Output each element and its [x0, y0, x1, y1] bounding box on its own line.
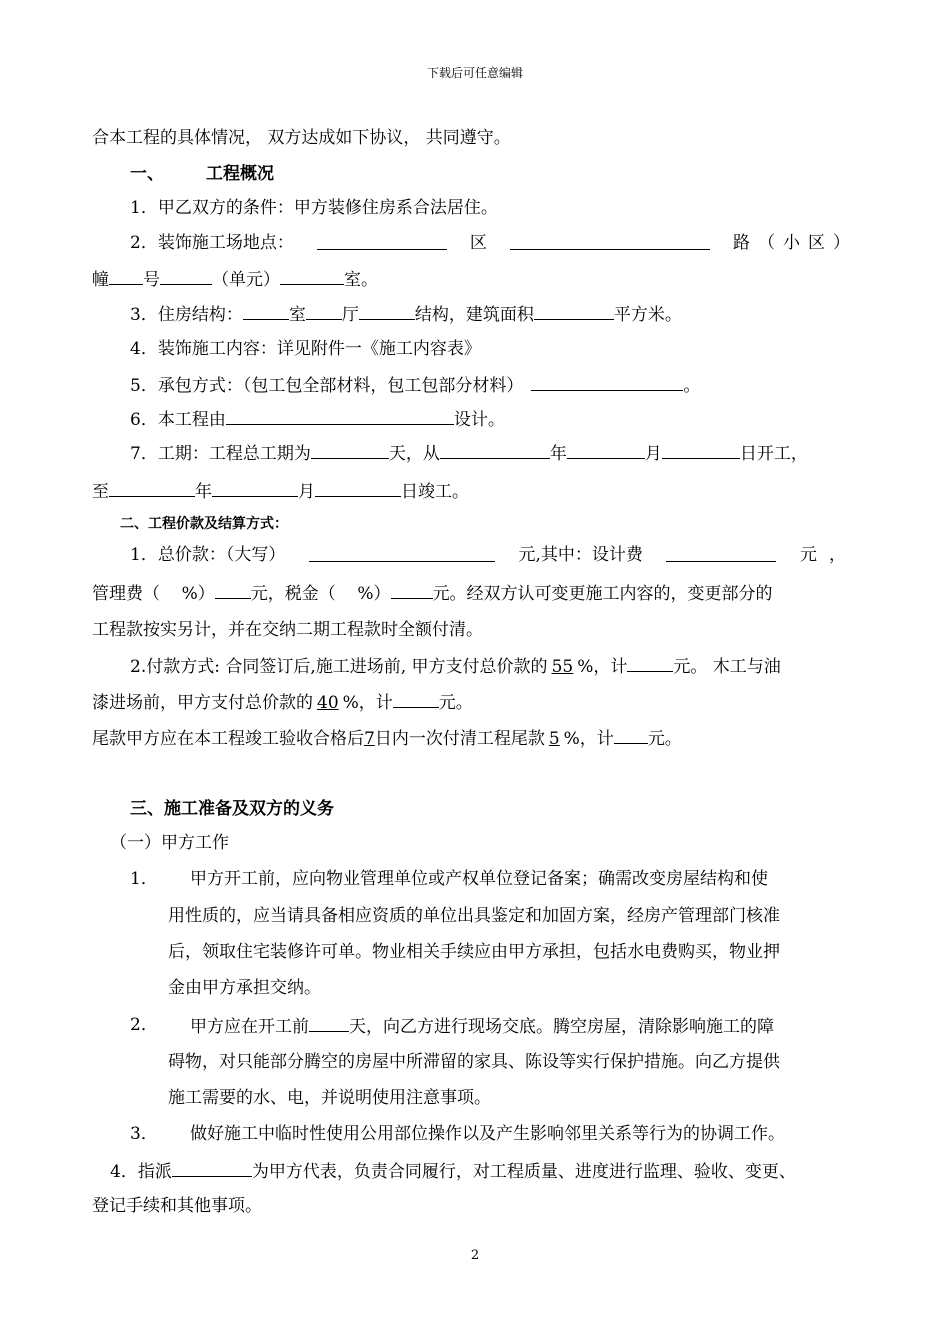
from-label: 天，从 — [388, 444, 440, 464]
second-payment-unit: %，计 — [342, 693, 393, 713]
item-3-3-number: 3． — [130, 1124, 158, 1144]
item-3-2-line2: 碍物，对只能部分腾空的房屋中所滞留的家具、陈设等实行保护措施。向乙方提供 — [168, 1052, 780, 1072]
building-label: 幢 — [92, 270, 109, 290]
item-2-1-line1 — [130, 543, 858, 567]
end-month-blank — [212, 478, 298, 497]
item-1-6-end: 设计。 — [453, 410, 505, 430]
representative-label: 4．指派 — [110, 1162, 172, 1182]
item-2-2-line3 — [92, 725, 682, 751]
section-1-number: 一、 — [130, 164, 164, 184]
intro-text: 合本工程的具体情况， 双方达成如下协议， 共同遵守。 — [92, 128, 511, 148]
item-1-2-line1 — [130, 231, 858, 255]
item-1-7-line1 — [130, 440, 808, 466]
section-3-title: 三、施工准备及双方的义务 — [130, 799, 334, 819]
halls-label: 厅 — [341, 305, 359, 325]
item-1-3-label: 3．住房结构： — [130, 305, 243, 325]
item-3-1-line3: 后，领取住宅装修许可单。物业相关手续应由甲方承担，包括水电费购买，物业押 — [168, 942, 780, 962]
final-payment-days: 7 — [364, 729, 375, 749]
item-1-6-label: 6．本工程由 — [130, 410, 226, 430]
rooms-label: 室 — [288, 305, 306, 325]
item-2-2-line1 — [130, 653, 781, 679]
second-payment-label: 漆进场前，甲方支付总价款的 — [92, 693, 313, 713]
item-1-5 — [130, 372, 700, 398]
section-3-subtitle: （一）甲方工作 — [110, 833, 229, 853]
handover-text: 天，向乙方进行现场交底。腾空房屋，清除影响施工的障 — [349, 1017, 774, 1037]
start-month-label: 月 — [644, 444, 662, 464]
item-2-1-line3: 工程款按实另计，并在交纳二期工程款时全额付清。 — [92, 620, 483, 640]
second-payment-intro: 元。 木工与油 — [673, 657, 781, 677]
item-1-5-label: 5．承包方式：（包工包全部材料，包工包部分材料） — [130, 376, 524, 396]
page-number: 2 — [470, 1248, 480, 1263]
first-payment-percent: 55 — [551, 657, 574, 677]
design-fee-label: 元,其中：设计费 — [518, 545, 643, 565]
handover-days-blank — [309, 1013, 349, 1032]
item-3-1-line2: 用性质的，应当请具备相应资质的单位出具鉴定和加固方案，经房产管理部门核准 — [168, 906, 780, 926]
end-day-label: 日竣工。 — [401, 482, 469, 502]
final-payment-blank — [614, 725, 648, 744]
halls-blank — [306, 301, 342, 320]
handover-label: 甲方应在开工前 — [190, 1017, 309, 1037]
tax-blank — [391, 580, 433, 599]
item-1-5-end: 。 — [683, 376, 701, 396]
design-fee-unit: 元， — [799, 545, 858, 565]
item-3-1-line4: 金由甲方承担交纳。 — [168, 978, 321, 998]
building-blank — [109, 266, 143, 285]
section-1-heading — [130, 162, 274, 186]
start-day-blank — [662, 440, 740, 459]
end-year-label: 年 — [195, 482, 212, 502]
item-1-2-line2 — [92, 266, 378, 292]
total-price-label: 1．总价款：（大写） — [130, 545, 286, 565]
to-label: 至 — [92, 482, 109, 502]
area-blank — [534, 301, 614, 320]
start-day-label: 日开工， — [739, 444, 808, 464]
change-note: 元。经双方认可变更施工内容的，变更部分的 — [432, 584, 773, 604]
start-year-label: 年 — [549, 444, 567, 464]
item-3-2-number: 2． — [130, 1015, 158, 1035]
item-1-6 — [130, 406, 505, 432]
end-month-label: 月 — [298, 482, 315, 502]
payment-method-label: 2.付款方式: 合同签订后,施工进场前, 甲方支付总价款的 — [130, 657, 548, 677]
item-3-4-line1 — [110, 1158, 796, 1184]
final-payment-label: 尾款甲方应在本工程竣工验收合格后 — [92, 729, 364, 749]
rooms-blank — [243, 301, 289, 320]
total-price-blank — [309, 543, 495, 562]
tax-label: 元，税金（ %） — [250, 584, 391, 604]
first-payment-blank — [627, 653, 673, 672]
final-payment-unit: %，计 — [563, 729, 614, 749]
area-label: 结构，建筑面积 — [414, 305, 534, 325]
first-payment-unit: %，计 — [577, 657, 628, 677]
district-label: 区 — [469, 233, 487, 253]
number-label: 号 — [143, 270, 160, 290]
final-payment-end: 元。 — [647, 729, 682, 749]
management-fee-label: 管理费（ %） — [92, 584, 215, 604]
second-payment-blank — [393, 689, 439, 708]
district-blank — [317, 231, 447, 250]
item-1-4: 4．装饰施工内容：详见附件一《施工内容表》 — [130, 339, 481, 359]
final-payment-percent: 5 — [548, 729, 560, 749]
room-label: 室。 — [344, 270, 378, 290]
start-month-blank — [567, 440, 645, 459]
item-1-7-label: 7．工期：工程总工期为 — [130, 444, 311, 464]
area-unit: 平方米。 — [613, 305, 682, 325]
representative-blank — [172, 1158, 252, 1177]
item-3-2-line1 — [190, 1013, 774, 1039]
unit-label: （单元） — [212, 270, 280, 290]
designer-blank — [226, 406, 454, 425]
item-2-1-line2 — [92, 580, 773, 606]
end-year-blank — [109, 478, 195, 497]
item-1-7-line2 — [92, 478, 469, 504]
final-payment-text: 日内一次付清工程尾款 — [374, 729, 545, 749]
contract-mode-blank — [531, 372, 683, 391]
duration-blank — [311, 440, 389, 459]
item-3-1-number: 1． — [130, 869, 158, 889]
section-1-title: 工程概况 — [206, 164, 274, 184]
item-1-2-label: 2．装饰施工场地点： — [130, 233, 294, 253]
item-1-1: 1．甲乙双方的条件：甲方装修住房系合法居住。 — [130, 198, 498, 218]
road-label: 路（小区） — [732, 233, 858, 253]
section-2-title: 二、工程价款及结算方式： — [120, 516, 288, 532]
item-3-2-line3: 施工需要的水、电，并说明使用注意事项。 — [168, 1088, 491, 1108]
item-2-2-line2 — [92, 689, 473, 715]
road-blank — [510, 231, 710, 250]
start-year-blank — [440, 440, 550, 459]
second-payment-end: 元。 — [438, 693, 473, 713]
structure-blank — [359, 301, 415, 320]
item-3-4-line2: 登记手续和其他事项。 — [92, 1196, 262, 1216]
representative-duties: 为甲方代表，负责合同履行，对工程质量、进度进行监理、验收、变更、 — [251, 1162, 796, 1182]
item-3-3-line1: 做好施工中临时性使用公用部位操作以及产生影响邻里关系等行为的协调工作。 — [190, 1124, 785, 1144]
item-1-3 — [130, 301, 682, 327]
management-fee-blank — [215, 580, 251, 599]
end-day-blank — [315, 478, 401, 497]
page-header: 下载后可任意编辑 — [426, 66, 523, 80]
item-3-1-line1: 甲方开工前，应向物业管理单位或产权单位登记备案；确需改变房屋结构和使 — [190, 869, 768, 889]
second-payment-percent: 40 — [317, 693, 339, 713]
unit-blank — [280, 266, 344, 285]
number-blank — [160, 266, 212, 285]
design-fee-blank — [666, 543, 776, 562]
